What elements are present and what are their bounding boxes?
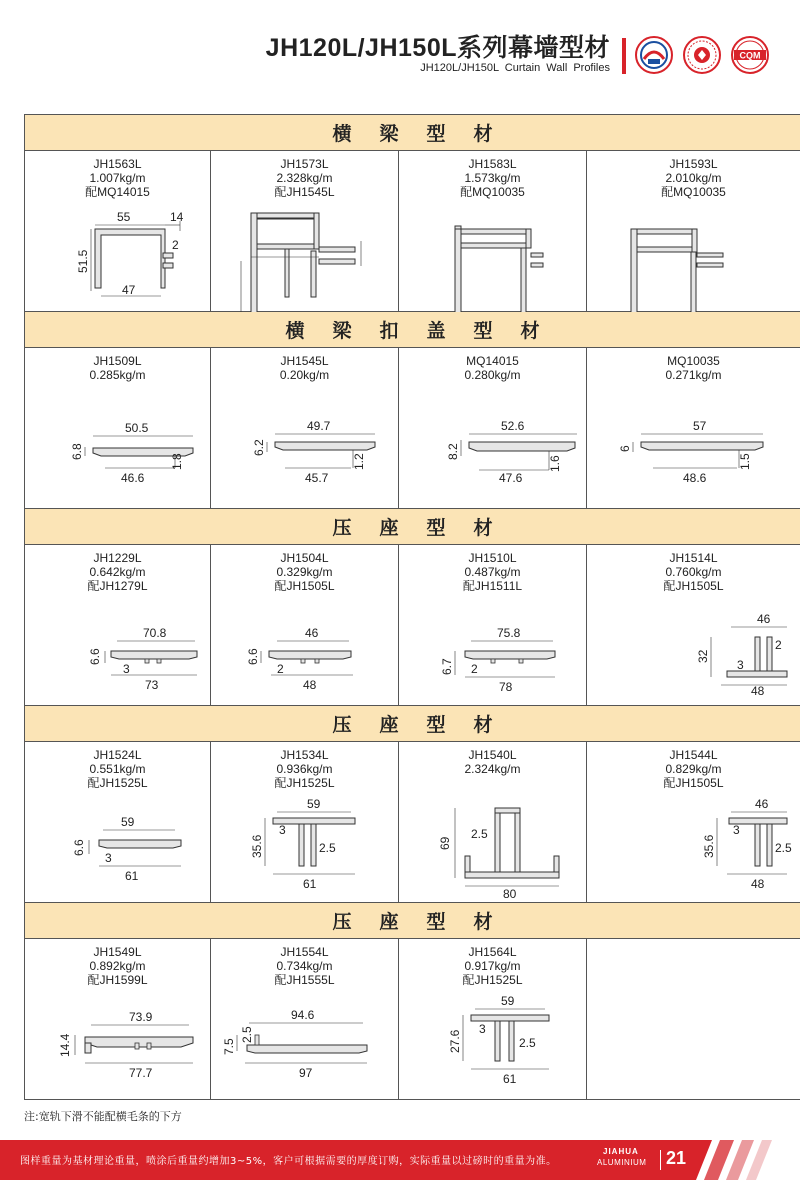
profile-card <box>210 939 398 1099</box>
profile-weight: 0.487kg/m <box>464 565 521 579</box>
svg-text:3: 3 <box>479 1022 486 1036</box>
profile-catalog-grid <box>24 114 800 1100</box>
section-header-crossbeam: 横梁型材 <box>24 115 800 151</box>
brand-sub: ALUMINIUM <box>597 1158 647 1167</box>
svg-text:1.5: 1.5 <box>738 453 752 470</box>
svg-text:3: 3 <box>105 851 112 865</box>
profile-weight: 0.734kg/m <box>276 959 333 973</box>
svg-text:6.8: 6.8 <box>70 443 84 460</box>
svg-text:51.5: 51.5 <box>76 249 90 273</box>
svg-text:6.6: 6.6 <box>88 648 102 665</box>
svg-text:48.6: 48.6 <box>683 471 707 485</box>
page-header <box>0 0 800 95</box>
page-separator <box>660 1150 661 1170</box>
svg-text:59: 59 <box>121 815 135 829</box>
svg-text:27.6: 27.6 <box>448 1029 462 1053</box>
profile-card <box>586 348 800 508</box>
profile-card <box>24 545 210 705</box>
profile-weight: 0.329kg/m <box>276 565 333 579</box>
svg-text:14: 14 <box>170 210 184 224</box>
profile-pairing: 配MQ10035 <box>460 185 525 199</box>
profile-pairing: 配MQ10035 <box>661 185 726 199</box>
svg-text:2.5: 2.5 <box>240 1026 254 1043</box>
svg-text:61: 61 <box>125 869 139 883</box>
profile-code: JH1229L <box>93 551 142 565</box>
svg-text:45.7: 45.7 <box>305 471 329 485</box>
profile-code: JH1510L <box>468 551 517 565</box>
profile-pairing: 配JH1599L <box>87 973 148 987</box>
svg-text:35.6: 35.6 <box>702 834 716 858</box>
section-row-crossbeam <box>24 151 800 312</box>
profile-drawing <box>399 151 587 312</box>
page-title: JH120L/JH150L系列幕墙型材 <box>265 34 610 62</box>
svg-text:3: 3 <box>279 823 286 837</box>
profile-card <box>398 151 586 311</box>
profile-card <box>586 742 800 902</box>
profile-code: MQ14015 <box>466 354 519 368</box>
svg-text:1.2: 1.2 <box>352 453 366 470</box>
profile-drawing <box>587 742 800 903</box>
svg-text:2: 2 <box>775 638 782 652</box>
profile-pairing: 配JH1525L <box>87 776 148 790</box>
profile-weight: 1.573kg/m <box>464 171 521 185</box>
header-divider <box>622 38 626 74</box>
section-row-pressure-seat-3 <box>24 939 800 1100</box>
section-row-pressure-seat <box>24 545 800 706</box>
page-footer <box>0 1140 800 1180</box>
svg-text:14.4: 14.4 <box>58 1033 72 1057</box>
brand-name: JIAHUA <box>603 1147 639 1156</box>
svg-text:CQM: CQM <box>739 50 761 61</box>
svg-text:50.5: 50.5 <box>125 421 149 435</box>
svg-text:48: 48 <box>751 877 765 891</box>
profile-card <box>586 545 800 705</box>
profile-code: JH1509L <box>93 354 142 368</box>
profile-weight: 1.007kg/m <box>89 171 146 185</box>
profile-card <box>24 348 210 508</box>
profile-weight: 0.760kg/m <box>665 565 722 579</box>
profile-code: JH1514L <box>669 551 718 565</box>
svg-text:46: 46 <box>305 626 319 640</box>
profile-card <box>210 151 398 311</box>
profile-weight: 0.285kg/m <box>89 368 146 382</box>
svg-text:46.6: 46.6 <box>121 471 145 485</box>
footnote: 注:宽轨下滑不能配横毛条的下方 <box>24 1110 182 1123</box>
svg-text:46: 46 <box>755 797 769 811</box>
svg-text:35.6: 35.6 <box>250 834 264 858</box>
profile-pairing: 配JH1511L <box>462 579 523 593</box>
profile-weight: 2.010kg/m <box>665 171 722 185</box>
svg-text:47: 47 <box>122 283 136 297</box>
profile-code: JH1544L <box>669 748 718 762</box>
profile-drawing <box>25 939 211 1100</box>
svg-text:46: 46 <box>757 612 771 626</box>
profile-pairing: 配MQ14015 <box>85 185 150 199</box>
profile-drawing <box>25 742 211 903</box>
cqm-logo-icon <box>730 35 770 75</box>
profile-pairing: 配JH1505L <box>663 776 724 790</box>
profile-weight: 0.829kg/m <box>665 762 722 776</box>
profile-weight: 0.280kg/m <box>464 368 521 382</box>
svg-text:6.7: 6.7 <box>440 658 454 675</box>
profile-drawing <box>211 545 399 706</box>
section-header-pressure-seat-2: 压座型材 <box>24 706 800 742</box>
profile-drawing <box>587 348 800 509</box>
section-header-pressure-seat: 压座型材 <box>24 509 800 545</box>
certification-logo-icon <box>634 35 674 75</box>
svg-text:70.8: 70.8 <box>143 626 167 640</box>
svg-text:80: 80 <box>503 887 517 901</box>
profile-drawing <box>587 545 800 706</box>
profile-card <box>398 545 586 705</box>
profile-weight: 0.892kg/m <box>89 959 146 973</box>
svg-text:73: 73 <box>145 678 159 692</box>
svg-text:1.8: 1.8 <box>170 453 184 470</box>
profile-pairing: 配JH1505L <box>274 579 335 593</box>
profile-card <box>398 939 586 1099</box>
profile-pairing: 配JH1525L <box>462 973 523 987</box>
profile-card <box>24 151 210 311</box>
profile-code: JH1554L <box>280 945 329 959</box>
profile-code: JH1549L <box>93 945 142 959</box>
section-row-cover <box>24 348 800 509</box>
svg-text:3: 3 <box>123 662 130 676</box>
svg-text:55: 55 <box>117 210 131 224</box>
page-number: 21 <box>666 1148 687 1168</box>
svg-text:8.2: 8.2 <box>446 443 460 460</box>
svg-text:6.2: 6.2 <box>252 439 266 456</box>
svg-text:7.5: 7.5 <box>222 1038 236 1055</box>
svg-text:78: 78 <box>499 680 513 694</box>
svg-text:69: 69 <box>438 836 452 850</box>
section-header-pressure-seat-3: 压座型材 <box>24 903 800 939</box>
svg-text:2: 2 <box>172 238 179 252</box>
profile-card <box>398 742 586 902</box>
svg-text:73.9: 73.9 <box>129 1010 153 1024</box>
svg-text:2.5: 2.5 <box>519 1036 536 1050</box>
profile-weight: 2.328kg/m <box>276 171 333 185</box>
profile-code: JH1545L <box>280 354 329 368</box>
profile-card <box>24 939 210 1099</box>
section-row-pressure-seat-2 <box>24 742 800 903</box>
profile-code: JH1583L <box>468 157 517 171</box>
profile-code: JH1540L <box>468 748 517 762</box>
svg-text:6.6: 6.6 <box>72 839 86 856</box>
profile-card-empty <box>586 939 800 1099</box>
profile-card <box>210 348 398 508</box>
svg-text:1.6: 1.6 <box>548 455 562 472</box>
profile-weight: 0.642kg/m <box>89 565 146 579</box>
profile-weight: 0.551kg/m <box>89 762 146 776</box>
profile-card <box>210 545 398 705</box>
svg-text:2.5: 2.5 <box>319 841 336 855</box>
svg-text:97: 97 <box>299 1066 313 1080</box>
profile-drawing <box>399 545 587 706</box>
profile-weight: 0.20kg/m <box>279 368 330 382</box>
svg-text:61: 61 <box>503 1072 517 1086</box>
svg-text:77.7: 77.7 <box>129 1066 153 1080</box>
profile-code: JH1524L <box>93 748 142 762</box>
profile-code: JH1573L <box>280 157 329 171</box>
svg-text:2: 2 <box>471 662 478 676</box>
svg-text:48: 48 <box>751 684 765 698</box>
profile-weight: 0.936kg/m <box>276 762 333 776</box>
profile-weight: 0.917kg/m <box>464 959 521 973</box>
footer-disclaimer: 图样重量为基材理论重量，喷涂后重量约增加3~5%，客户可根据需要的厚度订购，实际重量以过磅时的重量为准。 <box>20 1156 557 1167</box>
profile-drawing <box>25 545 211 706</box>
profile-weight: 0.271kg/m <box>665 368 722 382</box>
page-subtitle: JH120L/JH150L Curtain Wall Profiles <box>420 62 610 74</box>
profile-code: MQ10035 <box>667 354 720 368</box>
profile-pairing: 配JH1279L <box>87 579 148 593</box>
profile-drawing <box>211 348 399 509</box>
profile-card <box>24 742 210 902</box>
svg-text:32: 32 <box>696 649 710 663</box>
profile-pairing: 配JH1545L <box>274 185 335 199</box>
svg-text:3: 3 <box>737 658 744 672</box>
svg-text:2.5: 2.5 <box>471 827 488 841</box>
profile-drawing <box>399 939 587 1100</box>
svg-text:47.6: 47.6 <box>499 471 523 485</box>
svg-text:52.6: 52.6 <box>501 419 525 433</box>
svg-text:94.6: 94.6 <box>291 1008 315 1022</box>
svg-text:57: 57 <box>693 419 707 433</box>
profile-code: JH1563L <box>93 157 142 171</box>
profile-drawing <box>399 742 587 903</box>
profile-pairing: 配JH1525L <box>274 776 335 790</box>
profile-code: JH1504L <box>280 551 329 565</box>
profile-drawing <box>211 939 399 1100</box>
profile-drawing <box>587 151 800 312</box>
profile-code: JH1564L <box>468 945 517 959</box>
profile-drawing <box>25 151 211 312</box>
profile-drawing <box>211 742 399 903</box>
profile-weight: 2.324kg/m <box>464 762 521 776</box>
profile-pairing: 配JH1505L <box>663 579 724 593</box>
svg-text:2: 2 <box>277 662 284 676</box>
svg-text:61: 61 <box>303 877 317 891</box>
svg-text:75.8: 75.8 <box>497 626 521 640</box>
section-header-cover: 横梁扣盖型材 <box>24 312 800 348</box>
profile-card <box>398 348 586 508</box>
svg-text:59: 59 <box>501 994 515 1008</box>
quality-seal-icon <box>682 35 722 75</box>
svg-text:2.5: 2.5 <box>775 841 792 855</box>
profile-code: JH1534L <box>280 748 329 762</box>
profile-pairing: 配JH1555L <box>274 973 335 987</box>
svg-text:6.6: 6.6 <box>246 648 260 665</box>
profile-drawing <box>211 151 399 312</box>
profile-card <box>586 151 800 311</box>
profile-card <box>210 742 398 902</box>
profile-drawing <box>399 348 587 509</box>
svg-text:49.7: 49.7 <box>307 419 331 433</box>
svg-text:6: 6 <box>618 445 632 452</box>
profile-code: JH1593L <box>669 157 718 171</box>
profile-drawing <box>25 348 211 509</box>
footer-stripes-icon <box>690 1140 800 1180</box>
svg-text:59: 59 <box>307 797 321 811</box>
svg-text:48: 48 <box>303 678 317 692</box>
svg-text:3: 3 <box>733 823 740 837</box>
